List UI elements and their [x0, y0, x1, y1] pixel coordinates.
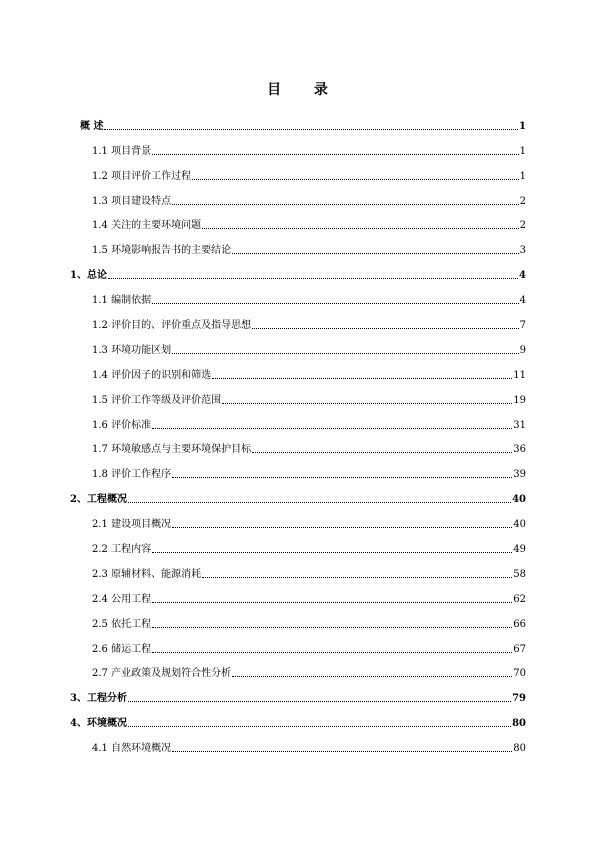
- dot-leader: [152, 552, 512, 553]
- toc-entry-page: 4: [519, 270, 526, 282]
- toc-entry-label: 2.1 建设项目概况: [92, 519, 172, 531]
- dot-leader: [152, 602, 512, 603]
- toc-entry[interactable]: [70, 382, 526, 407]
- dot-leader: [128, 502, 511, 503]
- dot-leader: [152, 627, 512, 628]
- toc-entry-page: 4: [519, 295, 526, 307]
- toc-entry-label: 1.4 关注的主要环境问题: [92, 220, 202, 232]
- toc-entry-page: 70: [513, 668, 526, 680]
- dot-leader: [202, 577, 512, 578]
- toc-entry-label: 4.1 自然环境概况: [92, 743, 172, 755]
- toc-entry-page: 66: [513, 618, 526, 630]
- toc-entry-label: 1.1 项目背景: [92, 145, 152, 157]
- toc-entry[interactable]: [70, 158, 526, 183]
- toc-title: 目 录: [267, 82, 342, 98]
- toc-entry[interactable]: [70, 232, 526, 257]
- toc-entry[interactable]: [70, 307, 526, 332]
- toc-entry-label: 2.3 原辅材料、能源消耗: [92, 568, 202, 580]
- table-of-contents: [70, 108, 526, 755]
- toc-entry-page: 79: [512, 693, 526, 705]
- toc-entry-page: 39: [513, 469, 526, 481]
- dot-leader: [192, 179, 519, 180]
- toc-entry-chapter[interactable]: [70, 705, 526, 730]
- toc-entry[interactable]: [70, 282, 526, 307]
- toc-entry-label: 1.7 环境敏感点与主要环境保护目标: [92, 444, 252, 456]
- toc-entry[interactable]: [70, 631, 526, 656]
- toc-entry-page: 11: [513, 369, 526, 381]
- dot-leader: [212, 378, 512, 379]
- toc-entry-page: 40: [513, 519, 526, 531]
- toc-entry-label: 1.5 评价工作等级及评价范围: [92, 394, 222, 406]
- dot-leader: [152, 303, 519, 304]
- toc-entry-page: 49: [513, 544, 526, 556]
- toc-entry[interactable]: [70, 730, 526, 755]
- toc-entry-page: 1: [519, 145, 526, 157]
- toc-entry-page: 2: [519, 195, 526, 207]
- toc-entry[interactable]: [70, 208, 526, 233]
- toc-entry[interactable]: [70, 183, 526, 208]
- dot-leader: [152, 652, 512, 653]
- toc-entry-page: 3: [519, 245, 526, 257]
- toc-entry-label: 2、工程概况: [70, 494, 127, 506]
- toc-entry-chapter[interactable]: [70, 481, 526, 506]
- dot-leader: [172, 751, 512, 752]
- dot-leader: [152, 154, 519, 155]
- toc-entry[interactable]: [70, 581, 526, 606]
- toc-entry-chapter[interactable]: [70, 680, 526, 705]
- toc-entry-label: 1.3 环境功能区划: [92, 344, 172, 356]
- toc-entry-label: 1.2 项目评价工作过程: [92, 170, 192, 182]
- dot-leader: [172, 527, 512, 528]
- dot-leader: [172, 477, 512, 478]
- dot-leader: [202, 228, 519, 229]
- toc-entry-page: 58: [513, 568, 526, 580]
- toc-entry-label: 4、环境概况: [70, 718, 127, 730]
- toc-entry-label: 2.2 工程内容: [92, 544, 152, 556]
- dot-leader: [104, 129, 518, 130]
- dot-leader: [108, 278, 518, 279]
- toc-entry-page: 80: [513, 743, 526, 755]
- toc-entry-label: 2.4 公用工程: [92, 593, 152, 605]
- toc-entry-page: 62: [513, 593, 526, 605]
- toc-entry[interactable]: [70, 133, 526, 158]
- toc-entry-overview[interactable]: [70, 108, 526, 133]
- toc-entry-page: 31: [513, 419, 526, 431]
- toc-entry-page: 2: [519, 220, 526, 232]
- toc-entry-label: 1.6 评价标准: [92, 419, 152, 431]
- dot-leader: [128, 701, 511, 702]
- toc-entry[interactable]: [70, 432, 526, 457]
- toc-entry[interactable]: [70, 531, 526, 556]
- toc-entry-page: 40: [512, 494, 526, 506]
- dot-leader: [232, 253, 519, 254]
- toc-entry-page: 19: [513, 394, 526, 406]
- toc-entry-label: 2.6 储运工程: [92, 643, 152, 655]
- dot-leader: [222, 403, 512, 404]
- toc-entry-page: 36: [513, 444, 526, 456]
- toc-entry-label: 2.7 产业政策及规划符合性分析: [92, 668, 232, 680]
- dot-leader: [172, 353, 519, 354]
- toc-entry[interactable]: [70, 407, 526, 432]
- toc-entry-label: 1.2 评价目的、评价重点及指导思想: [92, 320, 252, 332]
- toc-entry-page: 1: [519, 170, 526, 182]
- toc-entry-label: 1.8 评价工作程序: [92, 469, 172, 481]
- dot-leader: [172, 204, 519, 205]
- toc-entry[interactable]: [70, 357, 526, 382]
- toc-entry-label: 1.4 评价因子的识别和筛选: [92, 369, 212, 381]
- toc-entry-label: 2.5 依托工程: [92, 618, 152, 630]
- toc-entry[interactable]: [70, 332, 526, 357]
- toc-entry-label: 3、工程分析: [70, 693, 127, 705]
- toc-entry[interactable]: [70, 606, 526, 631]
- toc-entry[interactable]: [70, 656, 526, 681]
- dot-leader: [128, 726, 511, 727]
- dot-leader: [232, 676, 512, 677]
- toc-entry-label: 1、总论: [70, 270, 107, 282]
- toc-entry-label: 概 述: [80, 120, 104, 132]
- toc-entry-label: 1.5 环境影响报告书的主要结论: [92, 245, 232, 257]
- dot-leader: [252, 328, 519, 329]
- toc-entry-page: 80: [512, 718, 526, 730]
- dot-leader: [152, 428, 512, 429]
- toc-entry[interactable]: [70, 506, 526, 531]
- dot-leader: [252, 452, 512, 453]
- toc-entry-page: 1: [519, 120, 526, 132]
- toc-entry-chapter[interactable]: [70, 257, 526, 282]
- toc-entry[interactable]: [70, 456, 526, 481]
- toc-entry[interactable]: [70, 556, 526, 581]
- toc-entry-page: 7: [519, 320, 526, 332]
- toc-entry-page: 67: [513, 643, 526, 655]
- toc-entry-label: 1.1 编制依据: [92, 295, 152, 307]
- toc-entry-page: 9: [519, 344, 526, 356]
- toc-entry-label: 1.3 项目建设特点: [92, 195, 172, 207]
